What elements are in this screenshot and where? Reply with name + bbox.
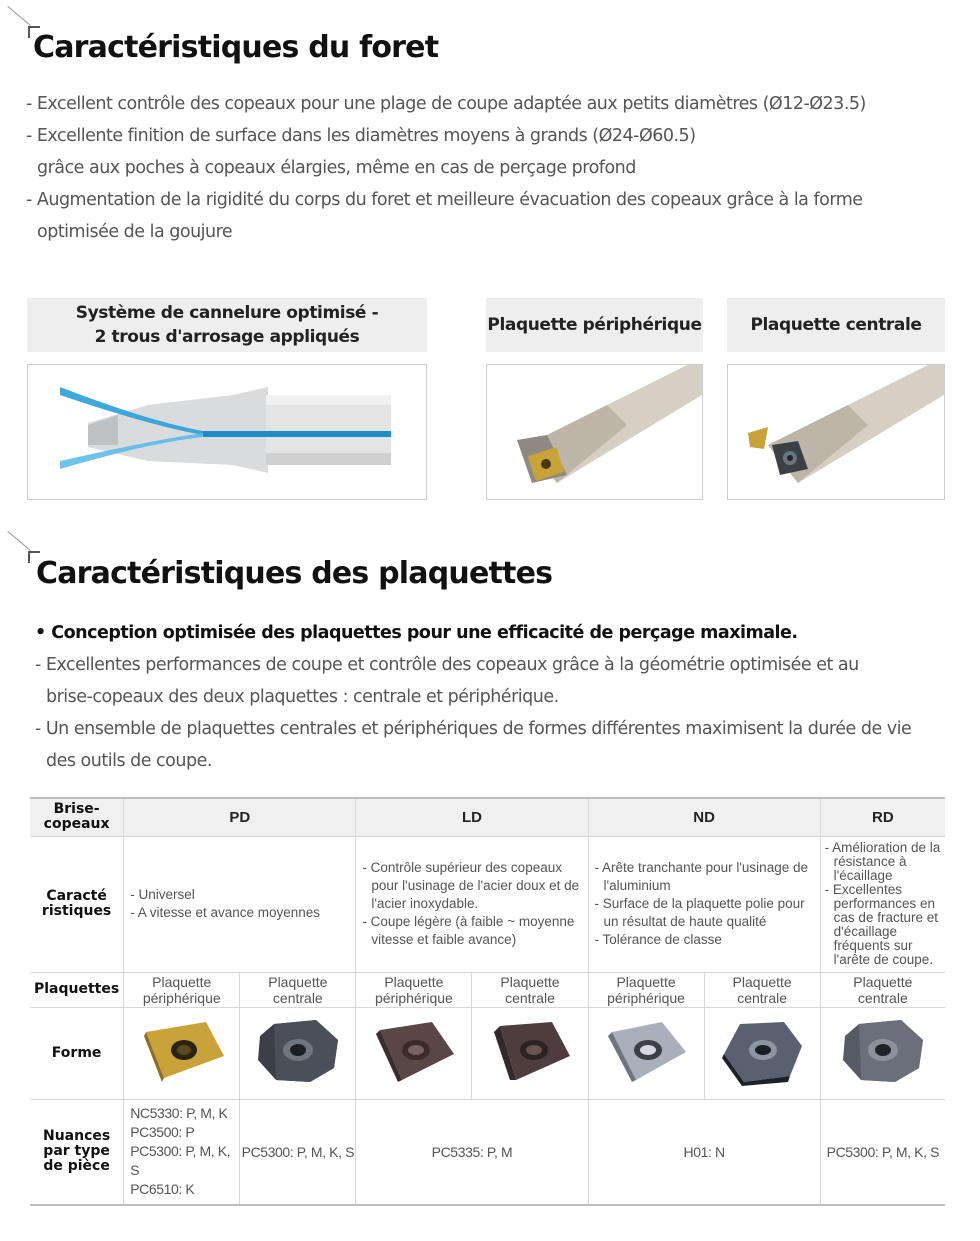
- section-title-inserts: Caractéristiques des plaquettes: [36, 556, 553, 591]
- table-row: [30, 1007, 945, 1099]
- grades-pd-peripheral: NC5330: P, M, K PC3500: P PC5300: P, M, K, S PC6510: K: [124, 1099, 240, 1205]
- row-header-grades: Nuances par type de pièce: [30, 1099, 124, 1205]
- column-header-nd: ND: [588, 798, 820, 836]
- column-header-rd: RD: [820, 798, 945, 836]
- column-header-pd: PD: [124, 798, 356, 836]
- subheader-peripheral: Plaquette périphérique: [588, 972, 704, 1007]
- column-header-ld: LD: [356, 798, 588, 836]
- list-item: - Augmentation de la rigidité du corps du foret et meilleure évacuation des copeaux grâce à la forme: [26, 190, 863, 210]
- peripheral-drill-image: [486, 364, 703, 500]
- peripheral-image-block: [486, 298, 703, 500]
- dark-hex-insert-icon: [704, 1007, 820, 1099]
- lead-statement: • Conception optimisée des plaquettes pour une efficacité de perçage maximale.: [35, 623, 798, 643]
- heading-corner-ornament: [8, 531, 36, 559]
- subheader-central: Plaquette centrale: [704, 972, 820, 1007]
- subheader-peripheral: Plaquette périphérique: [124, 972, 240, 1007]
- brown-square-insert-icon: [356, 1007, 472, 1099]
- heading-corner-ornament: [8, 6, 36, 34]
- row-header-chipbreaker: Brise- copeaux: [30, 798, 124, 836]
- row-header-features: Caracté ristiques: [30, 836, 124, 972]
- flute-image-block: [27, 298, 427, 500]
- central-image-block: [727, 298, 945, 500]
- grades-pd-central: PC5300: P, M, K, S: [240, 1099, 356, 1205]
- subheader-central: Plaquette centrale: [472, 972, 588, 1007]
- section-title-drill: Caractéristiques du foret: [33, 30, 439, 65]
- table-row: [30, 1099, 945, 1205]
- list-item: des outils de coupe.: [46, 751, 212, 771]
- list-item: - Excellentes performances de coupe et contrôle des copeaux grâce à la géométrie optimisée et au: [35, 655, 859, 675]
- central-caption: Plaquette centrale: [727, 298, 945, 352]
- grades-ld: PC5335: P, M: [356, 1099, 588, 1205]
- list-item: - Un ensemble de plaquettes centrales et périphériques de formes différentes maximisent la durée de vie: [35, 719, 912, 739]
- table-row: [30, 972, 945, 1007]
- table-row: [30, 836, 945, 972]
- features-nd: - Arête tranchante pour l'usinage de l'aluminium - Surface de la plaquette polie pour un résultat de haute qualité - Tolérance de classe: [588, 836, 820, 972]
- dark-octagon-insert-icon: [240, 1007, 356, 1099]
- row-header-shape: Forme: [30, 1007, 124, 1099]
- grades-nd: H01: N: [588, 1099, 820, 1205]
- central-drill-image: [727, 364, 945, 500]
- features-ld: - Contrôle supérieur des copeaux pour l'usinage de l'acier doux et de l'acier inoxydable. - Coupe légère (à faible ~ moyenne vitesse et faible avance): [356, 836, 588, 972]
- drill-feature-list: [26, 88, 866, 248]
- list-item: optimisée de la goujure: [37, 222, 233, 242]
- gold-square-insert-icon: [124, 1007, 240, 1099]
- features-pd: - Universel - A vitesse et avance moyennes: [124, 836, 356, 972]
- subheader-peripheral: Plaquette périphérique: [356, 972, 472, 1007]
- row-header-inserts: Plaquettes: [30, 972, 124, 1007]
- insert-feature-list: [35, 617, 911, 777]
- brown-square-insert-icon: [472, 1007, 588, 1099]
- insert-spec-table: [30, 797, 945, 1206]
- peripheral-caption: Plaquette périphérique: [486, 298, 703, 352]
- table-row: [30, 798, 945, 836]
- silver-square-insert-icon: [588, 1007, 704, 1099]
- grades-rd: PC5300: P, M, K, S: [820, 1099, 945, 1205]
- list-item: grâce aux poches à copeaux élargies, même en cas de perçage profond: [37, 158, 636, 178]
- flute-caption: Système de cannelure optimisé - 2 trous d'arrosage appliqués: [27, 298, 427, 352]
- features-rd: - Amélioration de la résistance à l'écaillage - Excellentes performances en cas de fracture et d'écaillage fréquents sur l'arête de coupe.: [820, 836, 945, 972]
- drill-coolant-image: [27, 364, 427, 500]
- subheader-central: Plaquette centrale: [240, 972, 356, 1007]
- list-item: brise-copeaux des deux plaquettes : centrale et périphérique.: [46, 687, 559, 707]
- list-item: - Excellent contrôle des copeaux pour une plage de coupe adaptée aux petits diamètres (Ø12-Ø23.5): [26, 94, 866, 114]
- subheader-central: Plaquette centrale: [820, 972, 945, 1007]
- dark-octagon-insert-icon: [820, 1007, 945, 1099]
- list-item: - Excellente finition de surface dans les diamètres moyens à grands (Ø24-Ø60.5): [26, 126, 696, 146]
